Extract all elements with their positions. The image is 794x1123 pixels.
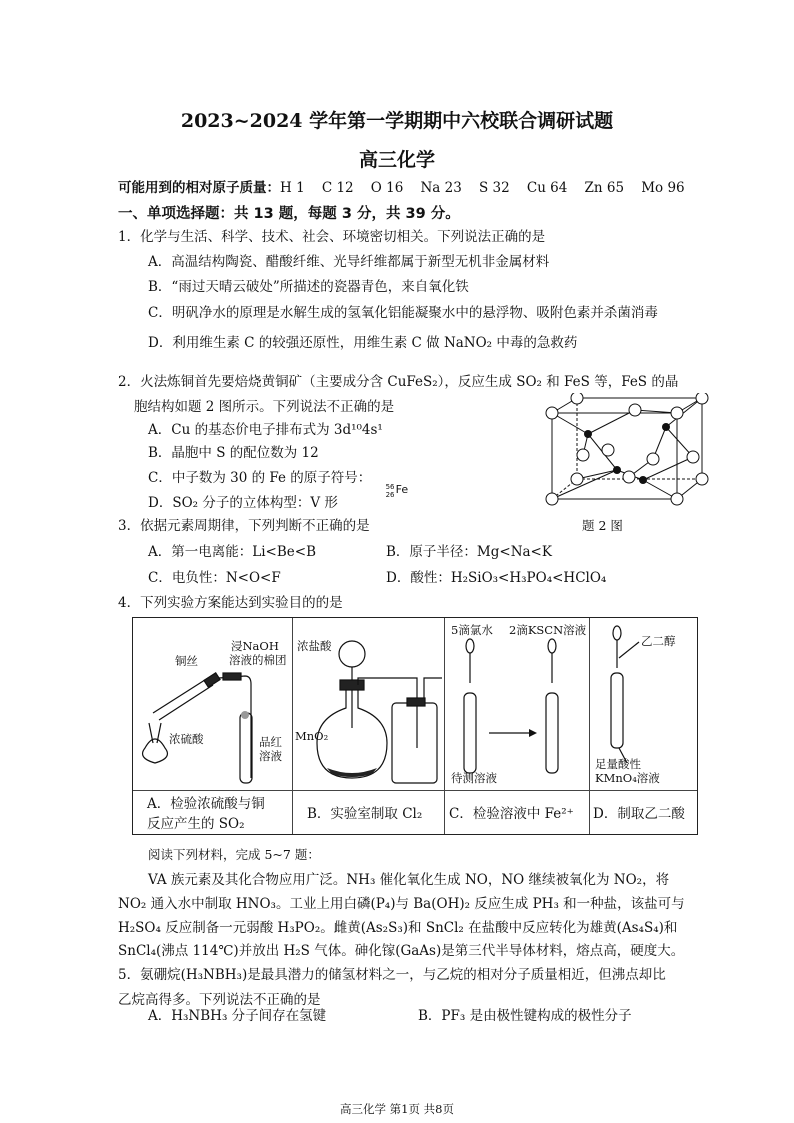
label-kmno4: KMnO₄溶液 xyxy=(595,771,660,785)
q5-option-b: B．PF₃ 是由极性键构成的极性分子 xyxy=(418,1008,632,1024)
atomic-masses xyxy=(118,179,685,197)
fe2-test-apparatus xyxy=(444,618,589,790)
caption-a xyxy=(147,794,265,834)
caption-c: C．检验溶液中 Fe²⁺ xyxy=(449,806,574,822)
reading-line-4: SnCl₄(沸点 114℃)并放出 H₂S 气体。砷化镓(GaAs)是第三代半导体材料，熔点高，硬度大。 xyxy=(118,943,685,959)
nuclide-mass: 56 xyxy=(385,483,395,491)
label-mno2: MnO₂ xyxy=(295,729,329,743)
q2-option-b: B．晶胞中 S 的配位数为 12 xyxy=(148,445,319,461)
table-row-divider xyxy=(133,790,697,791)
label-copper-wire: 铜丝 xyxy=(175,654,198,668)
q4-stem: 4．下列实验方案能达到实验目的的是 xyxy=(118,595,343,611)
nuclide-element: Fe xyxy=(395,483,409,496)
q2-option-c-text: C．中子数为 30 的 Fe 的原子符号： xyxy=(148,470,372,486)
caption-a-line2: 反应产生的 SO₂ xyxy=(147,816,245,832)
label-magenta: 品红 xyxy=(259,735,282,749)
nuclide-atomic-number: 26 xyxy=(385,491,395,499)
caption-a-line1: A．检验浓硫酸与铜 xyxy=(147,796,265,812)
exam-title: 2023~2024 学年第一学期期中六校联合调研试题 xyxy=(180,110,614,132)
label-test-solution: 待测溶液 xyxy=(451,771,497,785)
label-naoh: 浸NaOH xyxy=(231,639,279,653)
q2-stem-1: 2．火法炼铜首先要焙烧黄铜矿（主要成分含 CuFeS₂），反应生成 SO₂ 和 FeS 等，FeS 的晶 xyxy=(118,374,679,390)
label-cotton: 溶液的棉团 xyxy=(229,653,287,667)
reading-line-2: NO₂ 通入水中制取 HNO₃。工业上用白磷(P₄)与 Ba(OH)₂ 反应生成 PH₃ 和一种盐，该盐可与 xyxy=(118,896,685,912)
q3-option-b: B．原子半径：Mg<Na<K xyxy=(386,544,552,560)
q1-option-d: D．利用维生素 C 的较强还原性，用维生素 C 做 NaNO₂ 中毒的急救药 xyxy=(148,335,578,351)
label-conc-sulfuric-acid: 浓硫酸 xyxy=(169,732,204,746)
exam-subject: 高三化学 xyxy=(358,149,435,171)
q2-option-c xyxy=(148,469,416,499)
q5-option-a: A．H₃NBH₃ 分子间存在氢键 xyxy=(148,1008,327,1024)
label-chlorine-water: 5滴氯水 xyxy=(451,623,493,637)
q3-option-d: D．酸性：H₂SiO₃<H₃PO₄<HClO₄ xyxy=(386,570,607,586)
q5-stem-2: 乙烷高得多。下列说法不正确的是 xyxy=(118,992,321,1008)
caption-b: B．实验室制取 Cl₂ xyxy=(307,806,423,822)
q1-option-a: A．高温结构陶瓷、醋酸纤维、光导纤维都属于新型无机非金属材料 xyxy=(148,254,550,270)
q3-stem: 3．依据元素周期律，下列判断不正确的是 xyxy=(118,518,370,534)
q5-stem-1: 5．氨硼烷(H₃NBH₃)是最具潜力的储氢材料之一，与乙烷的相对分子质量相近，但沸点却比 xyxy=(118,967,666,983)
atomic-masses-values: H 1 C 12 O 16 Na 23 S 32 Cu 64 Zn 65 Mo 96 xyxy=(280,180,685,196)
label-ethylene-glycol: 乙二醇 xyxy=(641,634,676,648)
reading-line-3: H₂SO₄ 反应制备一元弱酸 H₃PO₂。雌黄(As₂S₃)和 SnCl₂ 在盐酸中反应转化为雄黄(As₄S₄)和 xyxy=(118,920,678,936)
label-kscn: 2滴KSCN溶液 xyxy=(509,623,587,637)
reading-intro: 阅读下列材料，完成 5~7 题： xyxy=(148,847,320,862)
reading-line-1: VA 族元素及其化合物应用广泛。NH₃ 催化氧化生成 NO，NO 继续被氧化为 NO₂，将 xyxy=(148,872,670,888)
q1-option-b: B．“雨过天晴云破处”所描述的瓷器青色，来自氧化铁 xyxy=(148,279,469,295)
page-footer: 高三化学 第1页 共8页 xyxy=(340,1102,454,1116)
q1-option-c: C．明矾净水的原理是水解生成的氢氧化铝能凝聚水中的悬浮物、吸附色素并杀菌消毒 xyxy=(148,305,658,321)
experiment-table xyxy=(132,617,698,835)
q2-stem-2: 胞结构如题 2 图所示。下列说法不正确的是 xyxy=(134,399,395,415)
section-heading: 一、单项选择题：共 13 题，每题 3 分，共 39 分。 xyxy=(118,206,460,222)
q3-option-c: C．电负性：N<O<F xyxy=(148,570,281,586)
label-solution: 溶液 xyxy=(259,749,282,763)
figure-2-caption: 题 2 图 xyxy=(582,518,623,533)
q1-stem: 1．化学与生活、科学、技术、社会、环境密切相关。下列说法正确的是 xyxy=(118,229,546,245)
label-conc-hcl: 浓盐酸 xyxy=(297,639,332,653)
atomic-masses-label: 可能用到的相对原子质量： xyxy=(118,180,280,196)
q3-option-a: A．第一电离能：Li<Be<B xyxy=(148,544,316,560)
q2-option-d: D．SO₂ 分子的立体构型：V 形 xyxy=(148,495,338,511)
fes-crystal-cell-figure xyxy=(535,393,710,508)
label-sufficient-acidic: 足量酸性 xyxy=(595,757,641,771)
q2-option-a: A．Cu 的基态价电子排布式为 3d¹⁰4s¹ xyxy=(148,422,383,438)
caption-d: D．制取乙二酸 xyxy=(593,806,685,822)
